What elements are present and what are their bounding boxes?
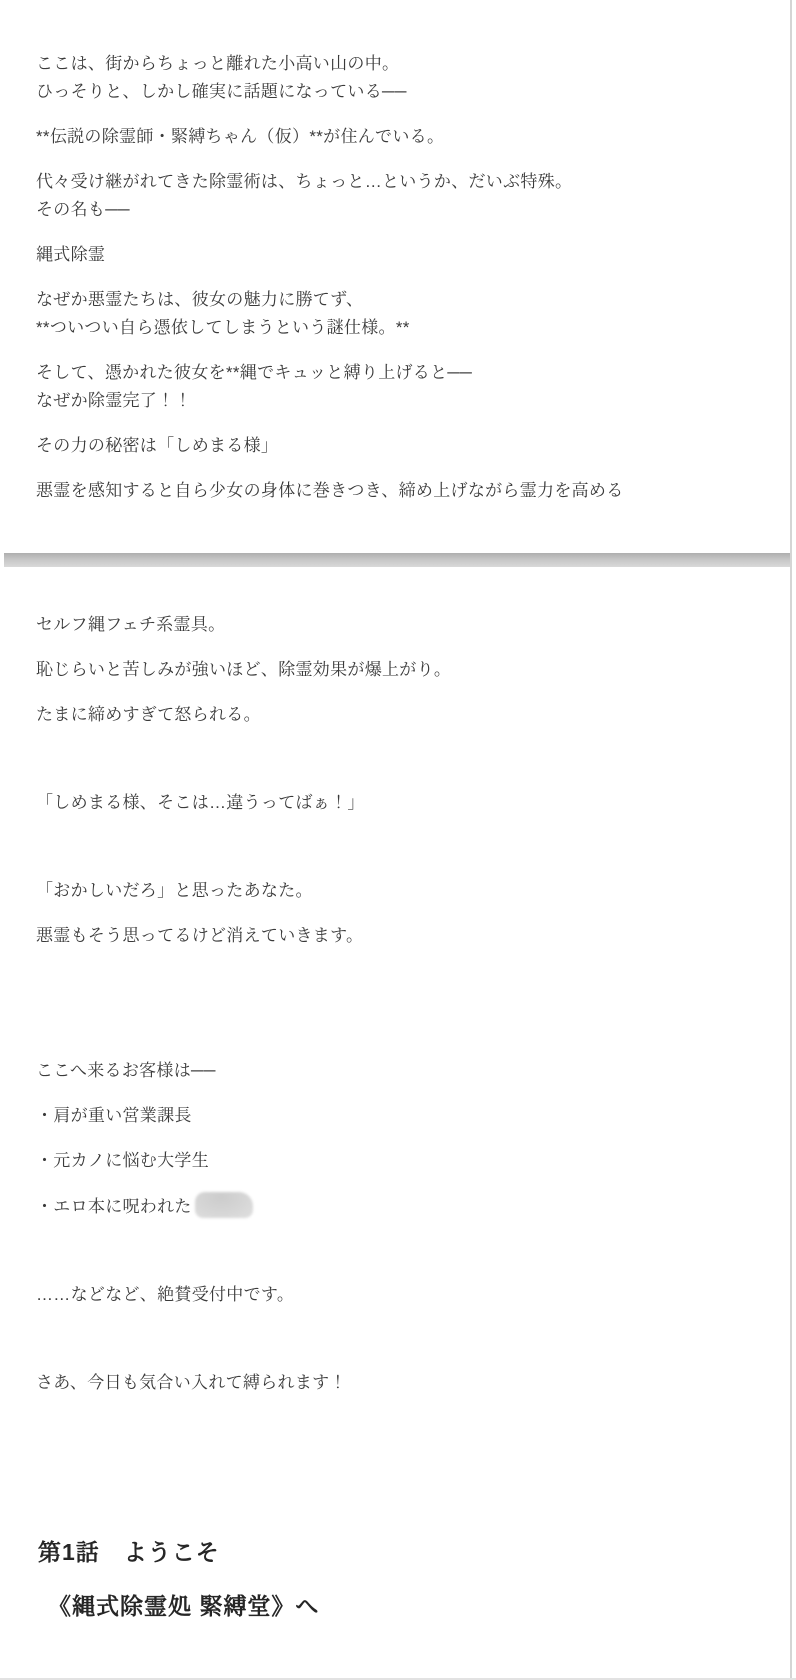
paragraph [36,359,756,415]
paragraph [36,241,756,269]
paragraph [36,1369,756,1397]
text-line: ひっそりと、しかし確実に話題になっている── [36,82,407,101]
text-line: ・肩が重い営業課長 [36,1106,192,1125]
paragraph [36,877,756,905]
text-line: その力の秘密は「しめまる様」 [36,436,279,455]
censored-blur [195,1192,253,1218]
text-line: **ついつい自ら憑依してしまうという謎仕様。** [36,318,410,337]
text-line: 恥じらいと苦しみが強いほど、除霊効果が爆上がり。 [36,660,452,679]
paragraph [36,922,756,950]
text-line: そして、憑かれた彼女を**縄でキュッと縛り上げると── [36,363,473,382]
text-line: 悪霊を感知すると自ら少女の身体に巻きつき、締め上げながら霊力を高める [36,481,624,500]
text-line: さあ、今日も気合い入れて縛られます！ [36,1373,347,1392]
paragraph [36,123,756,151]
page-right-border [790,0,792,1678]
paragraph [36,168,756,224]
chapter-title-line-2: 《縄式除霊処 緊縛堂》へ [48,1593,320,1619]
paragraph [36,286,756,342]
text-line: 「おかしいだろ」と思ったあなた。 [36,881,313,900]
paragraph [36,50,756,106]
list-item [36,1102,756,1130]
text-line: ここは、街からちょっと離れた小高い山の中。 [36,54,400,73]
text-line: その名も── [36,200,130,219]
list-item [36,1192,756,1221]
text-line: なぜか悪霊たちは、彼女の魅力に勝てず、 [36,290,364,309]
section-divider [4,553,790,567]
story-section-bottom [0,567,796,1678]
story-section-top [0,0,796,553]
text-line: ……などなど、絶賛受付中です。 [36,1285,295,1304]
dialogue-paragraph [36,789,756,817]
text-line: **伝説の除霊師・緊縛ちゃん（仮）**が住んでいる。 [36,127,445,146]
text-line: 悪霊もそう思ってるけど消えていきます。 [36,926,364,945]
paragraph [36,611,756,639]
paragraph [36,477,756,505]
text-line: ・元カノに悩む大学生 [36,1151,209,1170]
paragraph [36,432,756,460]
text-line: たまに締めすぎて怒られる。 [36,705,261,724]
text-line: 縄式除霊 [36,245,106,264]
text-line: なぜか除霊完了！！ [36,391,192,410]
paragraph [36,1057,756,1085]
text-line: 代々受け継がれてきた除霊術は、ちょっと…というか、だいぶ特殊。 [36,172,573,191]
chapter-title-line-1: 第1話 ようこそ [38,1539,220,1565]
text-line: セルフ縄フェチ系霊具。 [36,615,226,634]
text-line: ・エロ本に呪われた [36,1197,192,1216]
paragraph [36,701,756,729]
paragraph [36,656,756,684]
paragraph [36,1281,756,1309]
text-line: 「しめまる様、そこは…違うってばぁ！」 [36,793,365,812]
list-item [36,1147,756,1175]
text-line: ここへ来るお客様は── [36,1061,216,1080]
chapter-title [38,1535,756,1623]
